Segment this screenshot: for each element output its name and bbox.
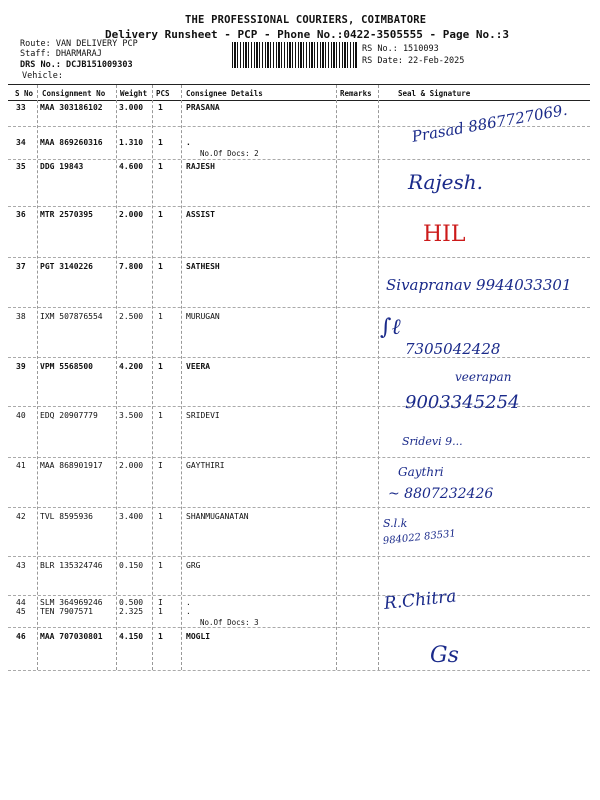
col-consignee: Consignee Details [186, 89, 263, 98]
signature-row-42-name: S.l.k [383, 517, 408, 530]
no-of-docs: No.Of Docs: 3 [200, 618, 259, 627]
rs-number: RS No.: 1510093 [362, 44, 439, 54]
row-weight: 4.200 [119, 362, 144, 371]
row-pcs: 1 [158, 210, 163, 219]
col-divider [152, 85, 153, 670]
signature-row-37: Sivapranav 9944033301 [386, 276, 572, 294]
row-weight: 2.500 [119, 312, 144, 321]
row-pcs: I [158, 598, 163, 607]
row-consignee: GRG [186, 561, 201, 570]
row-weight: 2.000 [119, 210, 144, 219]
signature-row-41-phone: ~ 8807232426 [388, 486, 494, 502]
row-consignee: ASSIST [186, 210, 215, 219]
col-divider [181, 85, 182, 670]
row-pcs: 1 [158, 561, 163, 570]
row-separator [8, 206, 590, 207]
row-weight: 1.310 [119, 138, 144, 147]
row-separator [8, 457, 590, 458]
row-sno: 36 [16, 210, 26, 219]
row-sno: 41 [16, 461, 26, 470]
row-sno: 45 [16, 607, 26, 616]
col-divider [37, 85, 38, 670]
row-sno: 35 [16, 162, 26, 171]
row-consignee: . [186, 607, 191, 616]
row-pcs: 1 [158, 162, 163, 171]
row-consignee: SRIDEVI [186, 411, 220, 420]
row-weight: 7.800 [119, 262, 144, 271]
row-consignment: SLM 364969246 [40, 598, 103, 607]
row-sno: 38 [16, 312, 26, 321]
row-consignment: MAA 303186102 [40, 103, 103, 112]
signature-row-46: Gs [430, 643, 459, 668]
row-pcs: 1 [158, 312, 163, 321]
runsheet-subtitle: Delivery Runsheet - PCP - Phone No.:0422-3505555 - Page No.:3 [105, 28, 509, 41]
row-consignee: SHANMUGANATAN [186, 512, 249, 521]
signature-row-40: Sridevi 9... [402, 435, 463, 448]
signature-row-38: 7305042428 [405, 340, 501, 358]
row-pcs: 1 [158, 262, 163, 271]
vehicle-label: Vehicle: [22, 71, 63, 81]
row-sno: 43 [16, 561, 26, 570]
row-sno: 33 [16, 103, 26, 112]
signature-row-39-name: veerapan [455, 370, 512, 384]
row-separator [8, 307, 590, 308]
row-consignment: MAA 869260316 [40, 138, 103, 147]
row-consignee: GAYTHIRI [186, 461, 225, 470]
row-sno: 46 [16, 632, 26, 641]
row-consignment: EDQ 20907779 [40, 411, 98, 420]
row-consignee: VEERA [186, 362, 211, 371]
col-pcs: PCS [156, 89, 170, 98]
signature-row-39-phone: 9003345254 [405, 392, 520, 413]
row-pcs: 1 [158, 411, 163, 420]
row-weight: 4.150 [119, 632, 144, 641]
row-weight: 3.400 [119, 512, 144, 521]
row-separator [8, 595, 590, 596]
row-consignment: MAA 868901917 [40, 461, 103, 470]
signature-row-41-name: Gaythri [398, 465, 444, 479]
row-weight: 2.325 [119, 607, 144, 616]
signature-row-44: R.Chitra [382, 586, 458, 614]
row-consignment: BLR 135324746 [40, 561, 103, 570]
signature-row-36: HIL [423, 222, 466, 247]
row-separator [8, 257, 590, 258]
row-pcs: 1 [158, 138, 163, 147]
row-consignment: MTR 2570395 [40, 210, 93, 219]
row-sno: 34 [16, 138, 26, 147]
row-separator [8, 159, 590, 160]
signature-row-42-phone: 984022 83531 [382, 528, 457, 547]
row-consignment: MAA 707030801 [40, 632, 103, 641]
col-remarks: Remarks [340, 89, 372, 98]
row-pcs: 1 [158, 512, 163, 521]
row-weight: 2.000 [119, 461, 144, 470]
row-weight: 4.600 [119, 162, 144, 171]
row-pcs: 1 [158, 607, 163, 616]
col-divider [378, 85, 379, 670]
col-consignment: Consignment No [42, 89, 106, 98]
row-weight: 0.500 [119, 598, 144, 607]
row-sno: 42 [16, 512, 26, 521]
row-consignee: MOGLI [186, 632, 211, 641]
route-label: Route: VAN DELIVERY PCP [20, 39, 138, 49]
company-title: THE PROFESSIONAL COURIERS, COIMBATORE [185, 14, 427, 26]
row-separator [8, 556, 590, 557]
row-separator [8, 627, 590, 628]
row-separator [8, 507, 590, 508]
drs-number: DRS No.: DCJB151009303 [20, 60, 133, 70]
staff-label: Staff: DHARMARAJ [20, 49, 102, 59]
row-weight: 0.150 [119, 561, 144, 570]
row-consignee: . [186, 138, 191, 147]
row-consignment: DDG 19843 [40, 162, 84, 171]
row-separator [8, 670, 590, 671]
row-consignee: PRASANA [186, 103, 220, 112]
row-consignment: VPM 5568500 [40, 362, 93, 371]
no-of-docs: No.Of Docs: 2 [200, 149, 259, 158]
row-weight: 3.000 [119, 103, 144, 112]
row-sno: 39 [16, 362, 26, 371]
col-sno: S No [15, 89, 34, 98]
scribble-row-38: ∫ℓ [380, 315, 401, 340]
barcode-image [232, 42, 357, 68]
row-weight: 3.500 [119, 411, 144, 420]
row-sno: 40 [16, 411, 26, 420]
row-consignment: IXM 507876554 [40, 312, 103, 321]
col-divider [336, 85, 337, 670]
signature-row-34: Prasad 8867727069. [410, 100, 569, 146]
row-sno: 44 [16, 598, 26, 607]
row-pcs: I [158, 461, 163, 470]
table-top-rule [8, 84, 590, 85]
row-consignee: SATHESH [186, 262, 220, 271]
row-consignee: . [186, 598, 191, 607]
row-pcs: 1 [158, 632, 163, 641]
row-pcs: 1 [158, 362, 163, 371]
row-separator [8, 357, 590, 358]
table-header-rule [8, 100, 590, 101]
row-sno: 37 [16, 262, 26, 271]
row-consignee: RAJESH [186, 162, 215, 171]
row-consignment: TVL 8595936 [40, 512, 93, 521]
signature-row-35: Rajesh. [408, 170, 483, 194]
row-pcs: 1 [158, 103, 163, 112]
row-consignment: TEN 7907571 [40, 607, 93, 616]
rs-date: RS Date: 22-Feb-2025 [362, 56, 465, 66]
col-divider [116, 85, 117, 670]
row-consignment: PGT 3140226 [40, 262, 93, 271]
col-weight: Weight [120, 89, 148, 98]
col-seal-signature: Seal & Signature [398, 89, 471, 98]
row-consignee: MURUGAN [186, 312, 220, 321]
